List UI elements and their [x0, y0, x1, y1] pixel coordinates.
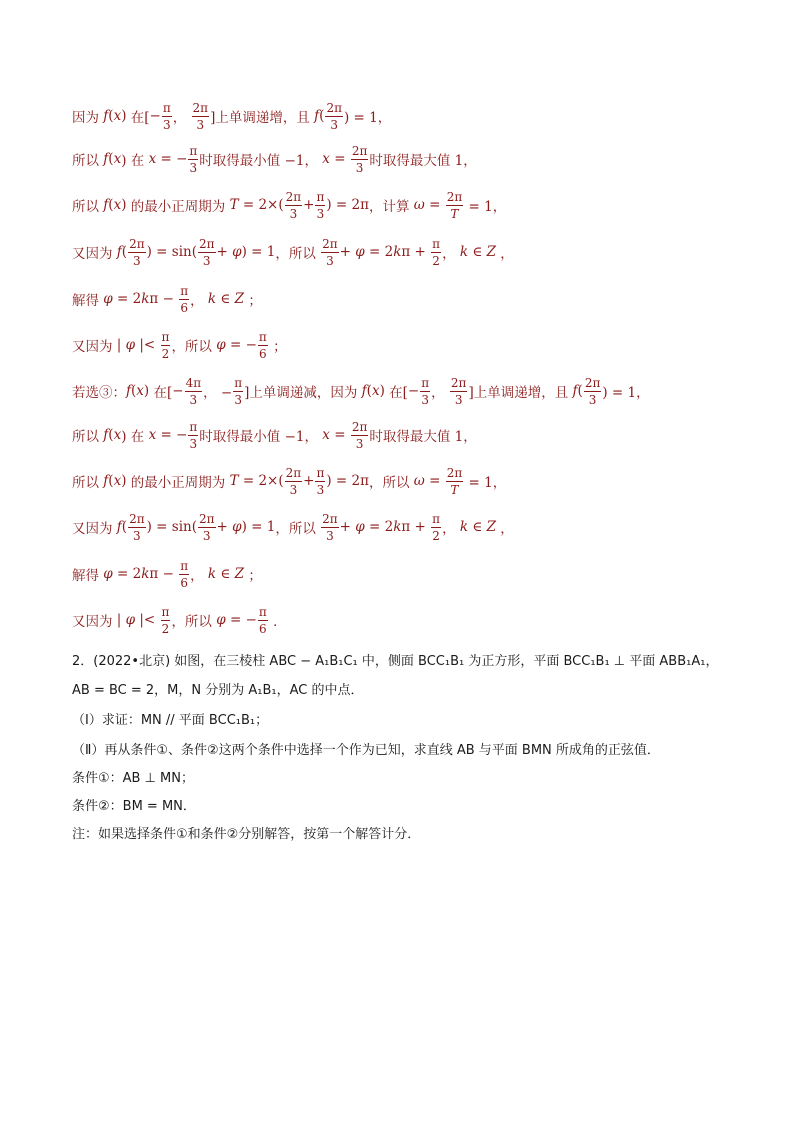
problem-2-line-1: 2．(2022•北京) 如图，在三棱柱 ABC − A₁B₁C₁ 中，侧面 BCC₁B₁ 为正方形，平面 BCC₁B₁ ⊥ 平面 ABB₁A₁，: [72, 654, 719, 669]
solution-line-2: 所以 f ( x ) 在 x = − $\frac{\pi}{3}$ 时取得最小值 −1， x = $\frac{2\pi}{3}$ 时取得最大值 1，: [72, 143, 477, 175]
problem-2-condition-1: 条件①：AB ⊥ MN；: [72, 771, 194, 786]
solution-line-7: 若选③： f ( x ) 在[ − $\frac{4\pi}{3}$ ， − $\frac{\pi}{3}$ ]上单调递减，因为 f ( x ) 在[ − $\frac{\pi}{3}$ ， $\frac{2\pi}{3}$ ]上单调递增，且 f ( $\frac{2\pi}{3}$ ) = 1，: [72, 375, 650, 407]
solution-line-9: 所以 f ( x ) 的最小正周期为 T = 2×( $\frac{2\pi}{3}$ + $\frac{\pi}{3}$ ) = 2π ，所以 ω = $\frac{2\pi}{T}$ = 1，: [72, 465, 507, 497]
solution-line-12: 又因为 | φ |< $\frac{\pi}{2}$ ，所以 φ = − $\frac{\pi}{6}$ ．: [72, 604, 287, 636]
solution-line-10: 又因为 f ( $\frac{2\pi}{3}$ ) = sin( $\frac{2\pi}{3}$ + φ ) = 1 ，所以 $\frac{2\pi}{3}$ + φ = 2 k π + $\frac{\pi}{2}$ ， k ∈ Z ，: [72, 511, 514, 543]
solution-line-6: 又因为 | φ |< $\frac{\pi}{2}$ ，所以 φ = − $\frac{\pi}{6}$ ；: [72, 329, 287, 361]
solution-line-5: 解得 φ = 2 k π − $\frac{\pi}{6}$ ， k ∈ Z ；: [72, 283, 262, 315]
problem-2-condition-2: 条件②：BM = MN．: [72, 799, 196, 814]
solution-line-4: 又因为 f ( $\frac{2\pi}{3}$ ) = sin( $\frac{2\pi}{3}$ + φ ) = 1 ，所以 $\frac{2\pi}{3}$ + φ = 2 k π + $\frac{\pi}{2}$ ， k ∈ Z ，: [72, 236, 514, 268]
solution-line-1: 因为 f ( x ) 在[ − $\frac{\pi}{3}$ ， $\frac{2\pi}{3}$ ]上单调递增，且 f ( $\frac{2\pi}{3}$ ) = 1，: [72, 100, 392, 132]
solution-line-3: 所以 f ( x ) 的最小正周期为 T = 2×( $\frac{2\pi}{3}$ + $\frac{\pi}{3}$ ) = 2π ，计算 ω = $\frac{2\pi}{T}$ = 1，: [72, 189, 507, 221]
problem-2-part-2: （Ⅱ）再从条件①、条件②这两个条件中选择一个作为已知，求直线 AB 与平面 BMN 所成角的正弦值．: [72, 743, 660, 758]
problem-2-part-1: （Ⅰ）求证：MN // 平面 BCC₁B₁；: [72, 713, 269, 728]
problem-2-note: 注：如果选择条件①和条件②分别解答，按第一个解答计分．: [72, 827, 421, 842]
solution-line-8: 所以 f ( x ) 在 x = − $\frac{\pi}{3}$ 时取得最小值 −1， x = $\frac{2\pi}{3}$ 时取得最大值 1，: [72, 419, 477, 451]
problem-2-line-2: AB = BC = 2，M，N 分别为 A₁B₁，AC 的中点．: [72, 683, 364, 698]
solution-line-11: 解得 φ = 2 k π − $\frac{\pi}{6}$ ， k ∈ Z ；: [72, 558, 262, 590]
